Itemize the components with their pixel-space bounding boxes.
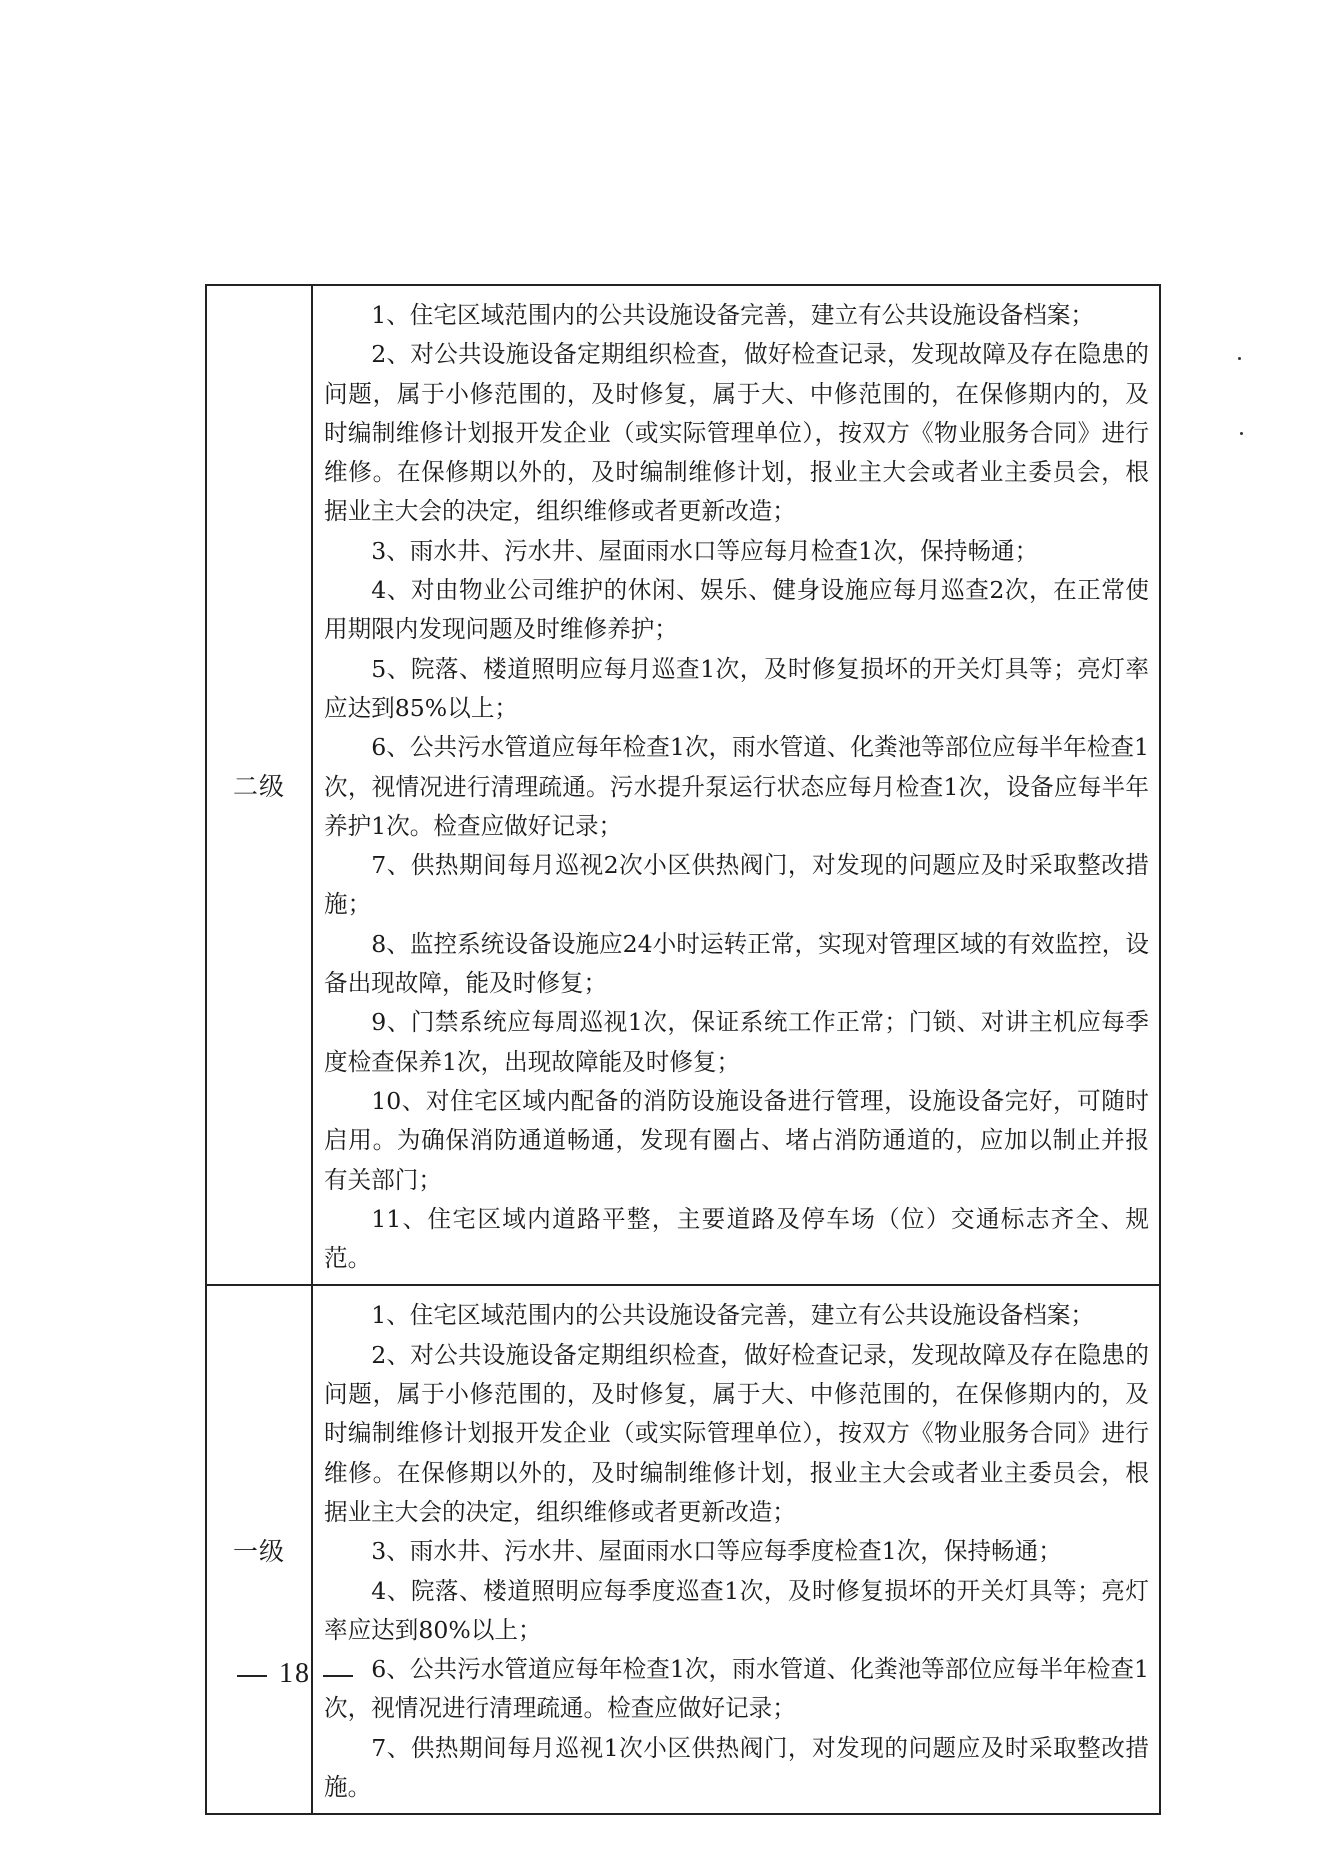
page-number (237, 1658, 353, 1690)
requirement-item: 7、供热期间每月巡视1次小区供热阀门，对发现的问题应及时采取整改措施。 (324, 1733, 1149, 1801)
requirement-item: 9、门禁系统应每周巡视1次，保证系统工作正常；门锁、对讲主机应每季度检查保养1次，出现故障能及时修复； (324, 1008, 1149, 1076)
requirement-item: 2、对公共设施设备定期组织检查，做好检查记录，发现故障及存在隐患的问题，属于小修范围的，及时修复，属于大、中修范围的，在保修期内的，及时编制维修计划报开发企业（或实际管理单位），按双方《物业服务合同》进行维修。在保修期以外的，及时编制维修计划，报业主大会或者业主委员会，根据业主大会的决定，组织维修或者更新改造； (324, 340, 1149, 526)
level-cell (206, 1285, 312, 1814)
service-standard-table (205, 284, 1161, 1815)
scan-speck (1238, 357, 1241, 360)
level-cell (206, 285, 312, 1285)
requirement-item: 6、公共污水管道应每年检查1次，雨水管道、化粪池等部位应每半年检查1次，视情况进行清理疏通。污水提升泵运行状态应每月检查1次，设备应每半年养护1次。检查应做好记录； (324, 733, 1149, 840)
requirement-item: 7、供热期间每月巡视2次小区供热阀门，对发现的问题应及时采取整改措施； (324, 851, 1149, 919)
requirement-item: 3、雨水井、污水井、屋面雨水口等应每月检查1次，保持畅通； (371, 536, 1039, 565)
requirement-item: 10、对住宅区域内配备的消防设施设备进行管理，设施设备完好，可随时启用。为确保消防通道畅通，发现有圈占、堵占消防通道的，应加以制止并报有关部门； (324, 1086, 1149, 1194)
level-label: 二级 (232, 772, 285, 802)
scan-speck (1240, 432, 1243, 435)
requirement-item: 11、住宅区域内道路平整，主要道路及停车场（位）交通标志齐全、规范。 (324, 1204, 1149, 1273)
requirement-item: 1、住宅区域范围内的公共设施设备完善，建立有公共设施设备档案； (371, 301, 1095, 329)
requirement-item: 5、院落、楼道照明应每月巡查1次，及时修复损坏的开关灯具等；亮灯率应达到85%以上； (324, 654, 1149, 722)
requirement-item: 8、监控系统设备设施应24小时运转正常，实现对管理区域的有效监控，设备出现故障，能及时修复； (324, 929, 1149, 998)
requirement-item: 6、公共污水管道应每年检查1次，雨水管道、化粪池等部位应每半年检查1次，视情况进行清理疏通。检查应做好记录； (324, 1655, 1149, 1723)
requirement-item: 2、对公共设施设备定期组织检查，做好检查记录，发现故障及存在隐患的问题，属于小修范围的，及时修复，属于大、中修范围的，在保修期内的，及时编制维修计划报开发企业（或实际管理单位），按双方《物业服务合同》进行维修。在保修期以外的，及时编制维修计划，报业主大会或者业主委员会，根据业主大会的决定，组织维修或者更新改造； (324, 1340, 1149, 1526)
table-row-level-2 (206, 285, 1160, 1285)
requirements-cell (312, 1285, 1160, 1814)
dash-right (323, 1675, 353, 1677)
page-number-value: 18 (279, 1658, 311, 1689)
requirements-cell (312, 285, 1160, 1285)
requirement-item: 3、雨水井、污水井、屋面雨水口等应每季度检查1次，保持畅通； (371, 1537, 1062, 1566)
requirement-item: 4、对由物业公司维护的休闲、娱乐、健身设施应每月巡查2次，在正常使用期限内发现问题及时维修养护； (324, 576, 1149, 644)
requirement-item: 4、院落、楼道照明应每季度巡查1次，及时修复损坏的开关灯具等；亮灯率应达到80%以上； (324, 1576, 1149, 1644)
dash-left (237, 1675, 267, 1677)
level-label: 一级 (232, 1536, 285, 1566)
requirement-item: 1、住宅区域范围内的公共设施设备完善，建立有公共设施设备档案； (371, 1301, 1095, 1330)
table-row-level-1 (206, 1285, 1160, 1814)
